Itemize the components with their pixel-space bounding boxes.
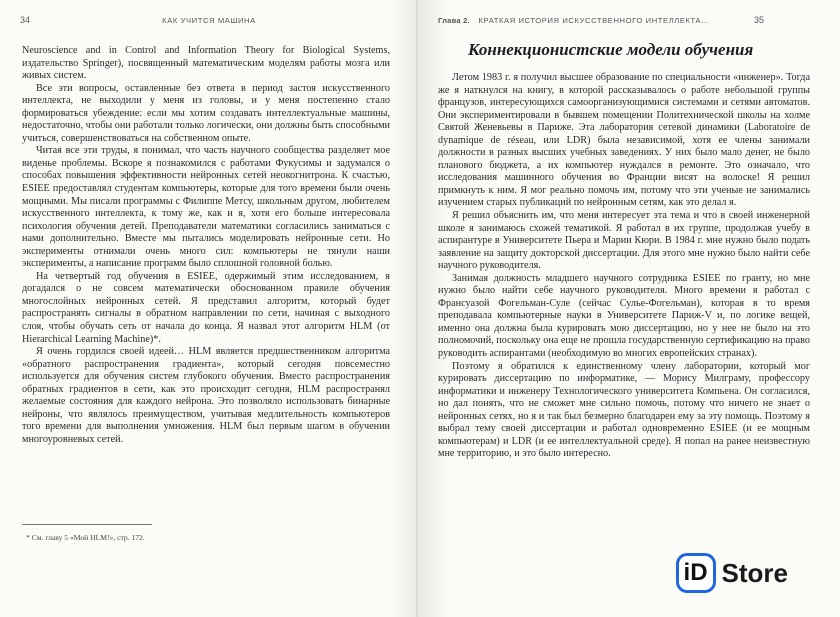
paragraph: Читая все эти труды, я понимал, что часть научного сообщества разделяет мое виденье проблемы. Вскоре я познакомился с работами Фукусимы и задумался о способах повышения эффективности нейронных сетей неокогнитрона. К счастью, ESIEE предоставлял студентам компьютеры, которые для того времени были очень мощными. Мы писали программы с Филиппе Метсу, школьным другом, любителем искусственного интеллекта, к тому же, как и я, хотя его больше интересовала психология обучения детей. Преподаватели математики согласились заниматься с нами дополнительно. Вместе мы пытались моделировать нейронные сети. Но эксперименты отнимали очень много сил: компьютеры не тянули наши эксперименты, а написание программ было сплошной головной болью. <box>22 145 390 270</box>
footnote-rule <box>22 524 152 525</box>
left-page-number: 34 <box>20 15 31 25</box>
footnote: * См. главу 5 «Мой HLM!», стр. 172. <box>26 533 145 542</box>
right-running-head <box>438 16 709 25</box>
paragraph: Я решил объяснить им, что меня интересует эта тема и что в своей инженерной школе я занимаюсь схожей тематикой. Я работал в их группе, продолжая учебу в аспирантуре в Университете Пьера и Марии Кюри. В 1984 г. мне нужно было подать заявление на защиту докторской диссертации. Для этого мне нужно было найти себе научного руководителя. <box>438 210 810 272</box>
right-page-number: 35 <box>754 15 765 25</box>
paragraph: Я очень гордился своей идеей… HLM является предшественником алгоритма «обратного распространения градиента», который сегодня повсеместно используется для обучения систем глубокого обучения. Вместо распространения обратных градиентов в сети, как это происходит сегодня, HLM распространял желаемые состояния для каждого нейрона. Это позволяло использовать бинарные нейроны, что являлось преимуществом, учитывая медлительность компьютеров того времени для выполнения умножения. HLM был первым шагом в обучении многоуровневых сетей. <box>22 346 390 445</box>
paragraph: Neuroscience and in Control and Information Theory for Biological Systems, издательство Springer), посвященный математическим моделям работы мозга или живых систем. <box>22 45 390 82</box>
idstore-watermark <box>676 553 788 593</box>
left-page <box>0 0 418 617</box>
left-running-head: КАК УЧИТСЯ МАШИНА <box>162 16 256 25</box>
paragraph: Летом 1983 г. я получил высшее образование по специальности «инженер». Тогда же я наткнулся на книгу, в которой рассказывалось о работе небольшой группы французов, интересующихся самоорганизующимися системами и сетями автоматов. Они экспериментировали в бывшем помещении Политехнической школы на холме Святой Женевьевы в Париже. Эта лаборатория сетевой динамики (Laboratoire de dynamique de réseau, или LDR) была независимой, хотя ее члены занимали должности в разных высших учебных заведениях. У них было мало денег, не было планового бюджета, а их компьютер нуждался в ремонте. Это означало, что исследования машинного обучения во Франции висят на волоске! Я решил примкнуть к ним. Я мог реально помочь им, потому что эти ученые не занимались изучением старых публикаций по нейронным сетям, как это делал я. <box>438 72 810 209</box>
chapter-title: КРАТКАЯ ИСТОРИЯ ИСКУССТВЕННОГО ИНТЕЛЛЕКТА… <box>478 16 710 25</box>
idstore-logo-text: iD <box>683 559 708 586</box>
paragraph: Все эти вопросы, оставленные без ответа в период застоя искусственного интеллекта, не выходили у меня из головы, и у меня постепенно стало формироваться убеждение: если мы хотим создавать интеллектуальные машины, недостаточно, чтобы они работали только логически, они должны быть способными учиться, совершенствоваться на собственном опыте. <box>22 82 390 144</box>
left-body-text <box>22 45 390 447</box>
paragraph: На четвертый год обучения в ESIEE, одержимый этим исследованием, я догадался о не совсем математически обоснованном правиле обучения многослойных нейронных сетей. Я представил алгоритм, который будет распространять сигналы в обратном направлении по сети, начиная с выходного слоя, чтобы обучать сеть от начала до конца. Я назвал этот алгоритм HLM (от Hierarchical Learning Machine)*. <box>22 270 390 345</box>
paragraph: Поэтому я обратился к единственному члену лаборатории, который мог курировать диссертацию по информатике, — Морису Милграму, профессору информатики и инженеру Технологического университета Компьена. Он согласился, но дал понять, что не сможет мне сильно помочь, потому что ничего не знает о нейронных сетях, но я и так был безмерно благодарен ему за эту помощь. Поэтому я выбрал тему своей диссертации и работал одновременно ESIEE (и ее мощным компьютерам) и LDR (и ее интеллектуальной среде). Я попал на ранее неизвестную мне территорию, и это было интересно. <box>438 360 810 460</box>
section-heading: Коннекционистские модели обучения <box>468 40 754 59</box>
idstore-store-text: Store <box>721 557 788 588</box>
paragraph: Занимая должность младшего научного сотрудника ESIEE по гранту, но мне нужно было найти себе научного руководителя. Много времени я работал с Франсуазой Фогельман-Суле (сейчас Сулье-Фогельман), которая в то время преподавала компьютерные науки в Университете Париж-V и, по логике вещей, именно она должна была курировать мою диссертацию, но у нее не было на это полномочий, поскольку она еще не прошла государственную сертификацию на право руководить аспирантами (необходимую во многих европейских странах). <box>438 272 810 360</box>
chapter-label: Глава 2. <box>438 16 470 25</box>
idstore-logo-icon <box>676 553 716 593</box>
right-body-text <box>438 72 810 461</box>
right-page <box>418 0 840 617</box>
